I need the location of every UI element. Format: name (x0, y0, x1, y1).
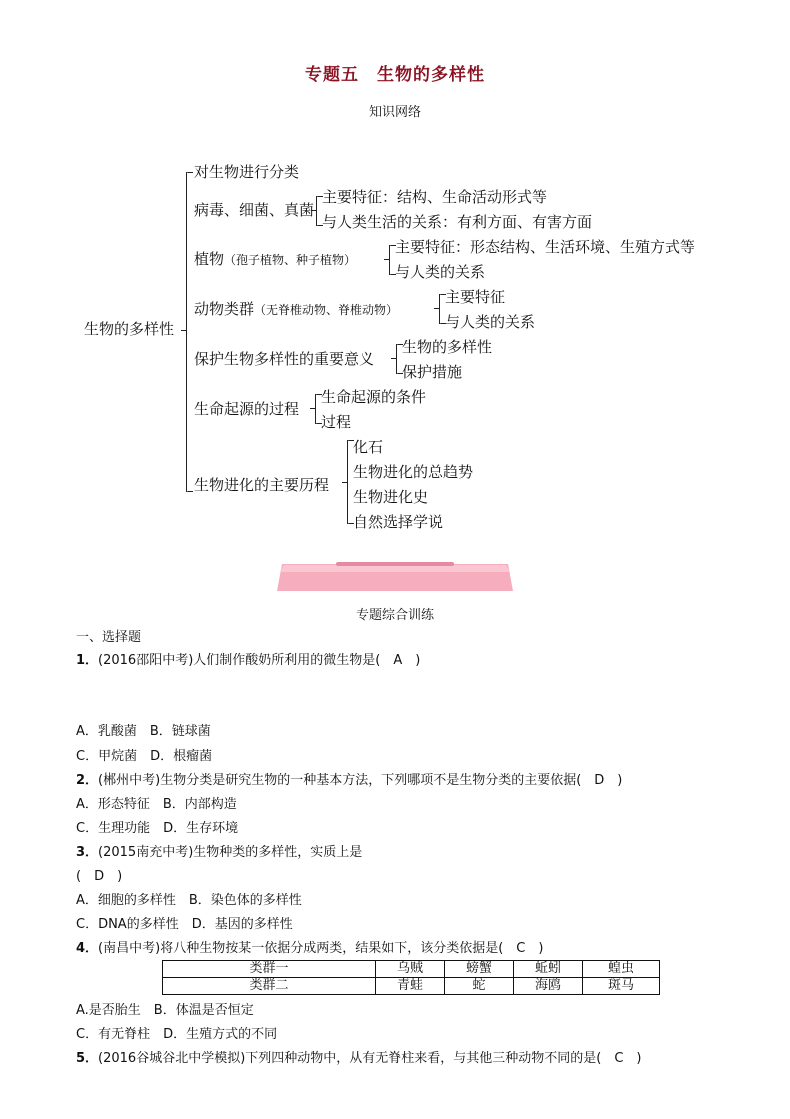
q5-number: 5． (76, 1051, 99, 1066)
table-cell: 蛇 (445, 978, 514, 995)
q3-answer: ( D ) (76, 869, 123, 884)
origin-child-1: 生命起源的条件 (321, 388, 427, 406)
q1-options-row-2: C．甲烷菌 D．根瘤菌 (76, 749, 213, 764)
table-cell: 斑马 (583, 978, 660, 995)
evolution-child-3: 生物进化史 (353, 488, 429, 506)
question-4 (76, 941, 543, 957)
q4-source: (南昌中考) (98, 941, 161, 956)
q4-options-row-2: C．有无脊柱 D．生殖方式的不同 (76, 1027, 278, 1042)
branch-protection: 保护生物多样性的重要意义 (194, 350, 375, 368)
q3-options-row-1: A．细胞的多样性 B．染色体的多样性 (76, 893, 302, 908)
q2-source: (郴州中考) (98, 773, 161, 788)
animals-child-2: 与人类的关系 (445, 313, 536, 331)
table-row (163, 961, 660, 978)
q5-text: 下列四种动物中，从有无脊柱来看，与其他三种动物不同的是( C ) (245, 1051, 642, 1066)
animals-label: 动物类群 (194, 300, 255, 318)
table-cell: 类群一 (163, 961, 376, 978)
microbes-brace (316, 196, 317, 226)
plants-brace (389, 245, 390, 275)
table-cell: 蚯蚓 (514, 961, 583, 978)
q3-source: (2015南充中考) (98, 845, 194, 860)
q3-text: 生物种类的多样性，实质上是 (193, 845, 363, 860)
q1-number: 1． (76, 653, 99, 668)
table-cell: 青蛙 (376, 978, 445, 995)
branch-origin: 生命起源的过程 (194, 400, 300, 418)
branch-animals (194, 300, 398, 319)
question-3 (76, 845, 362, 861)
table-row (163, 978, 660, 995)
q2-options-row-2: C．生理功能 D．生存环境 (76, 821, 239, 836)
microbes-child-1: 主要特征：结构、生命活动形式等 (322, 188, 548, 206)
page-title: 专题五 生物的多样性 (305, 65, 485, 85)
table-cell: 类群二 (163, 978, 376, 995)
plants-child-1: 主要特征：形态结构、生活环境、生殖方式等 (395, 238, 696, 256)
microbes-child-2: 与人类生活的关系：有利方面、有害方面 (322, 213, 593, 231)
q2-options-row-1: A．形态特征 B．内部构造 (76, 797, 237, 812)
evolution-child-4: 自然选择学说 (353, 513, 444, 531)
q1-source: (2016邵阳中考) (98, 653, 194, 668)
q2-number: 2． (76, 773, 99, 788)
classification-table (162, 960, 660, 995)
section-subtitle-knowledge-network: 知识网络 (368, 105, 421, 120)
origin-brace (315, 394, 316, 424)
q3-options-row-2: C．DNA的多样性 D．基因的多样性 (76, 917, 293, 932)
question-5 (76, 1051, 642, 1067)
animals-child-1: 主要特征 (445, 288, 506, 306)
q1-text: 人们制作酸奶所利用的微生物是( A ) (193, 653, 421, 668)
tree-root: 生物的多样性 (84, 320, 175, 338)
q4-number: 4． (76, 941, 99, 956)
branch-evolution: 生物进化的主要历程 (194, 476, 330, 494)
q2-text: 生物分类是研究生物的一种基本方法，下列哪项不是生物分类的主要依据( D ) (160, 773, 623, 788)
q1-options-row-1: A．乳酸菌 B．链球菌 (76, 724, 211, 739)
evolution-child-1: 化石 (353, 438, 384, 456)
plants-label: 植物 (194, 250, 225, 268)
decorative-banner (276, 562, 514, 592)
q3-number: 3． (76, 845, 99, 860)
q4-text: 将八种生物按某一依据分成两类，结果如下，该分类依据是( C ) (160, 941, 544, 956)
evolution-brace (347, 440, 348, 524)
question-1 (76, 653, 420, 669)
evolution-child-2: 生物进化的总趋势 (353, 463, 474, 481)
question-2 (76, 773, 622, 789)
branch-classification: 对生物进行分类 (194, 163, 300, 181)
section-heading: 一、选择题 (76, 630, 142, 645)
table-cell: 螃蟹 (445, 961, 514, 978)
origin-child-2: 过程 (321, 413, 352, 431)
protection-brace (396, 344, 397, 374)
table-cell: 蝗虫 (583, 961, 660, 978)
protection-child-2: 保护措施 (402, 363, 463, 381)
practice-title: 专题综合训练 (355, 608, 434, 623)
table-cell: 海鸥 (514, 978, 583, 995)
table-cell: 乌贼 (376, 961, 445, 978)
branch-plants (194, 250, 356, 269)
root-brace (186, 172, 187, 492)
protection-child-1: 生物的多样性 (402, 338, 493, 356)
animals-note: （无脊椎动物、脊椎动物） (254, 303, 399, 317)
q4-options-row-1: A.是否胎生 B．体温是否恒定 (76, 1003, 254, 1018)
q5-source: (2016谷城谷北中学模拟) (98, 1051, 246, 1066)
animals-brace (439, 294, 440, 324)
plants-note: （孢子植物、种子植物） (224, 253, 357, 267)
plants-child-2: 与人类的关系 (395, 263, 486, 281)
branch-microbes: 病毒、细菌、真菌 (194, 201, 315, 219)
